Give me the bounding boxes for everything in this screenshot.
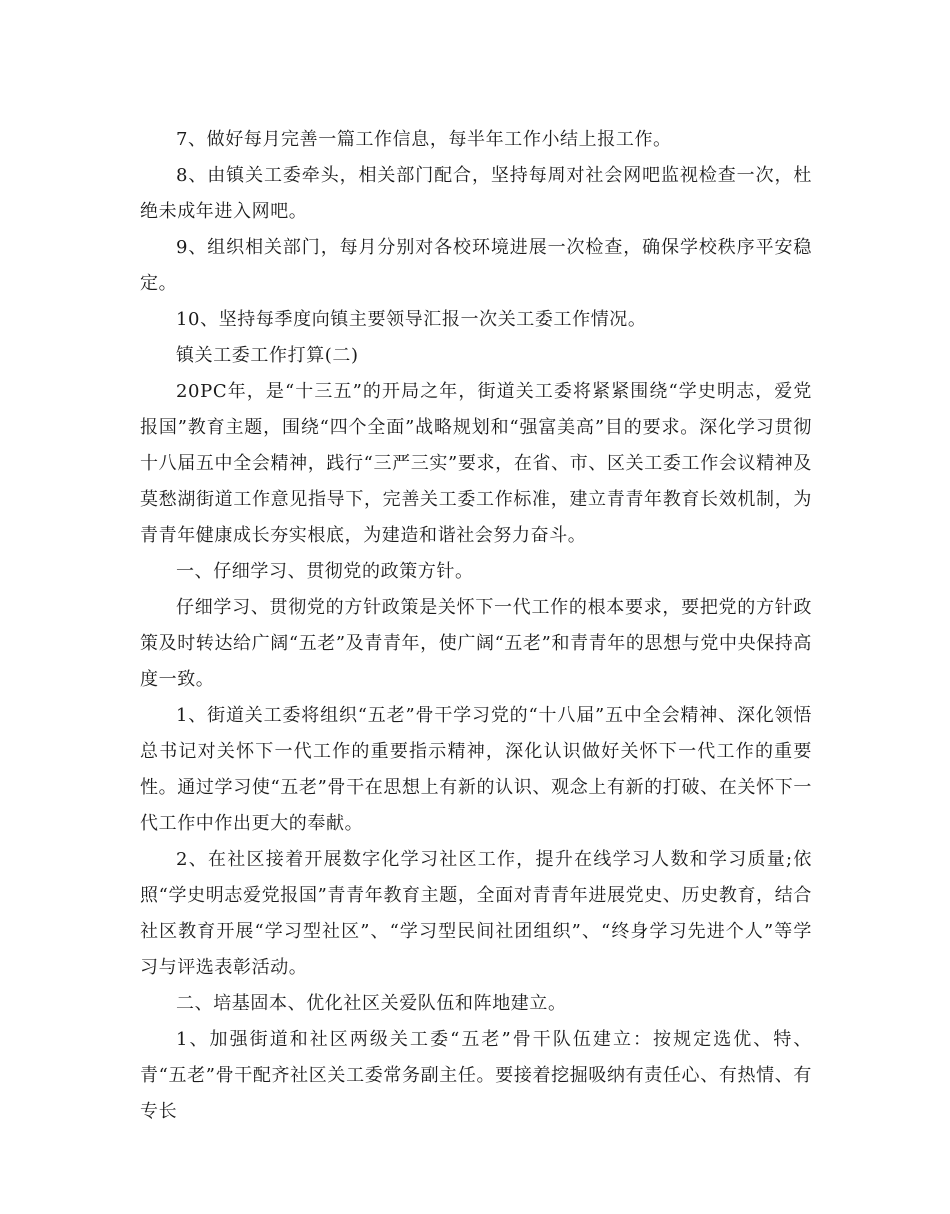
paragraph-item-7: 7、做好每月完善一篇工作信息，每半年工作小结上报工作。	[176, 129, 672, 150]
intro-paragraph: 20PC年，是“十三五”的开局之年，街道关工委将紧紧围绕“学史明志，爱党报国”教育主题，围绕“四个全面”战略规划和“强富美高”目的要求。深化学习贯彻十八届五中全会精神，践行“三严三实”要求，在省、市、区关工委工作会议精神及莫愁湖街道工作意见指导下，完善关工委工作标准，建立青青年教育长效机制，为青青年健康成长夯实根底，为建造和谐社会努力奋斗。	[140, 381, 812, 546]
section-one-paragraph: 仔细学习、贯彻党的方针政策是关怀下一代工作的根本要求，要把党的方针政策及时转达给广阔“五老”及青青年，使广阔“五老”和青青年的思想与党中央保持高度一致。	[140, 597, 812, 690]
section-heading: 镇关工委工作打算(二)	[176, 345, 359, 366]
section-one-item-1: 1、街道关工委将组织“五老”骨干学习党的“十八届”五中全会精神、深化领悟总书记对关怀下一代工作的重要指示精神，深化认识做好关怀下一代工作的重要性。通过学习使“五老”骨干在思想上有新的认识、观念上有新的打破、在关怀下一代工作中作出更大的奉献。	[140, 705, 812, 834]
section-two-item-1: 1、加强街道和社区两级关工委“五老”骨干队伍建立：按规定选优、特、青“五老”骨干配齐社区关工委常务副主任。要接着挖掘吸纳有责任心、有热情、有专长	[140, 1029, 812, 1122]
paragraph-item-8: 8、由镇关工委牵头，相关部门配合，坚持每周对社会网吧监视检查一次，杜绝未成年进入网吧。	[140, 165, 812, 222]
section-title-one: 一、仔细学习、贯彻党的政策方针。	[176, 561, 474, 582]
paragraph-item-10: 10、坚持每季度向镇主要领导汇报一次关工委工作情况。	[176, 309, 647, 330]
section-title-two: 二、培基固本、优化社区关爱队伍和阵地建立。	[176, 993, 567, 1014]
section-one-item-2: 2、在社区接着开展数字化学习社区工作，提升在线学习人数和学习质量;依照“学史明志爱党报国”青青年教育主题，全面对青青年进展党史、历史教育，结合社区教育开展“学习型社区”、“学习型民间社团组织”、“终身学习先进个人”等学习与评选表彰活动。	[140, 849, 812, 978]
document-body	[140, 122, 812, 1130]
paragraph-item-9: 9、组织相关部门，每月分别对各校环境进展一次检查，确保学校秩序平安稳定。	[140, 237, 812, 294]
